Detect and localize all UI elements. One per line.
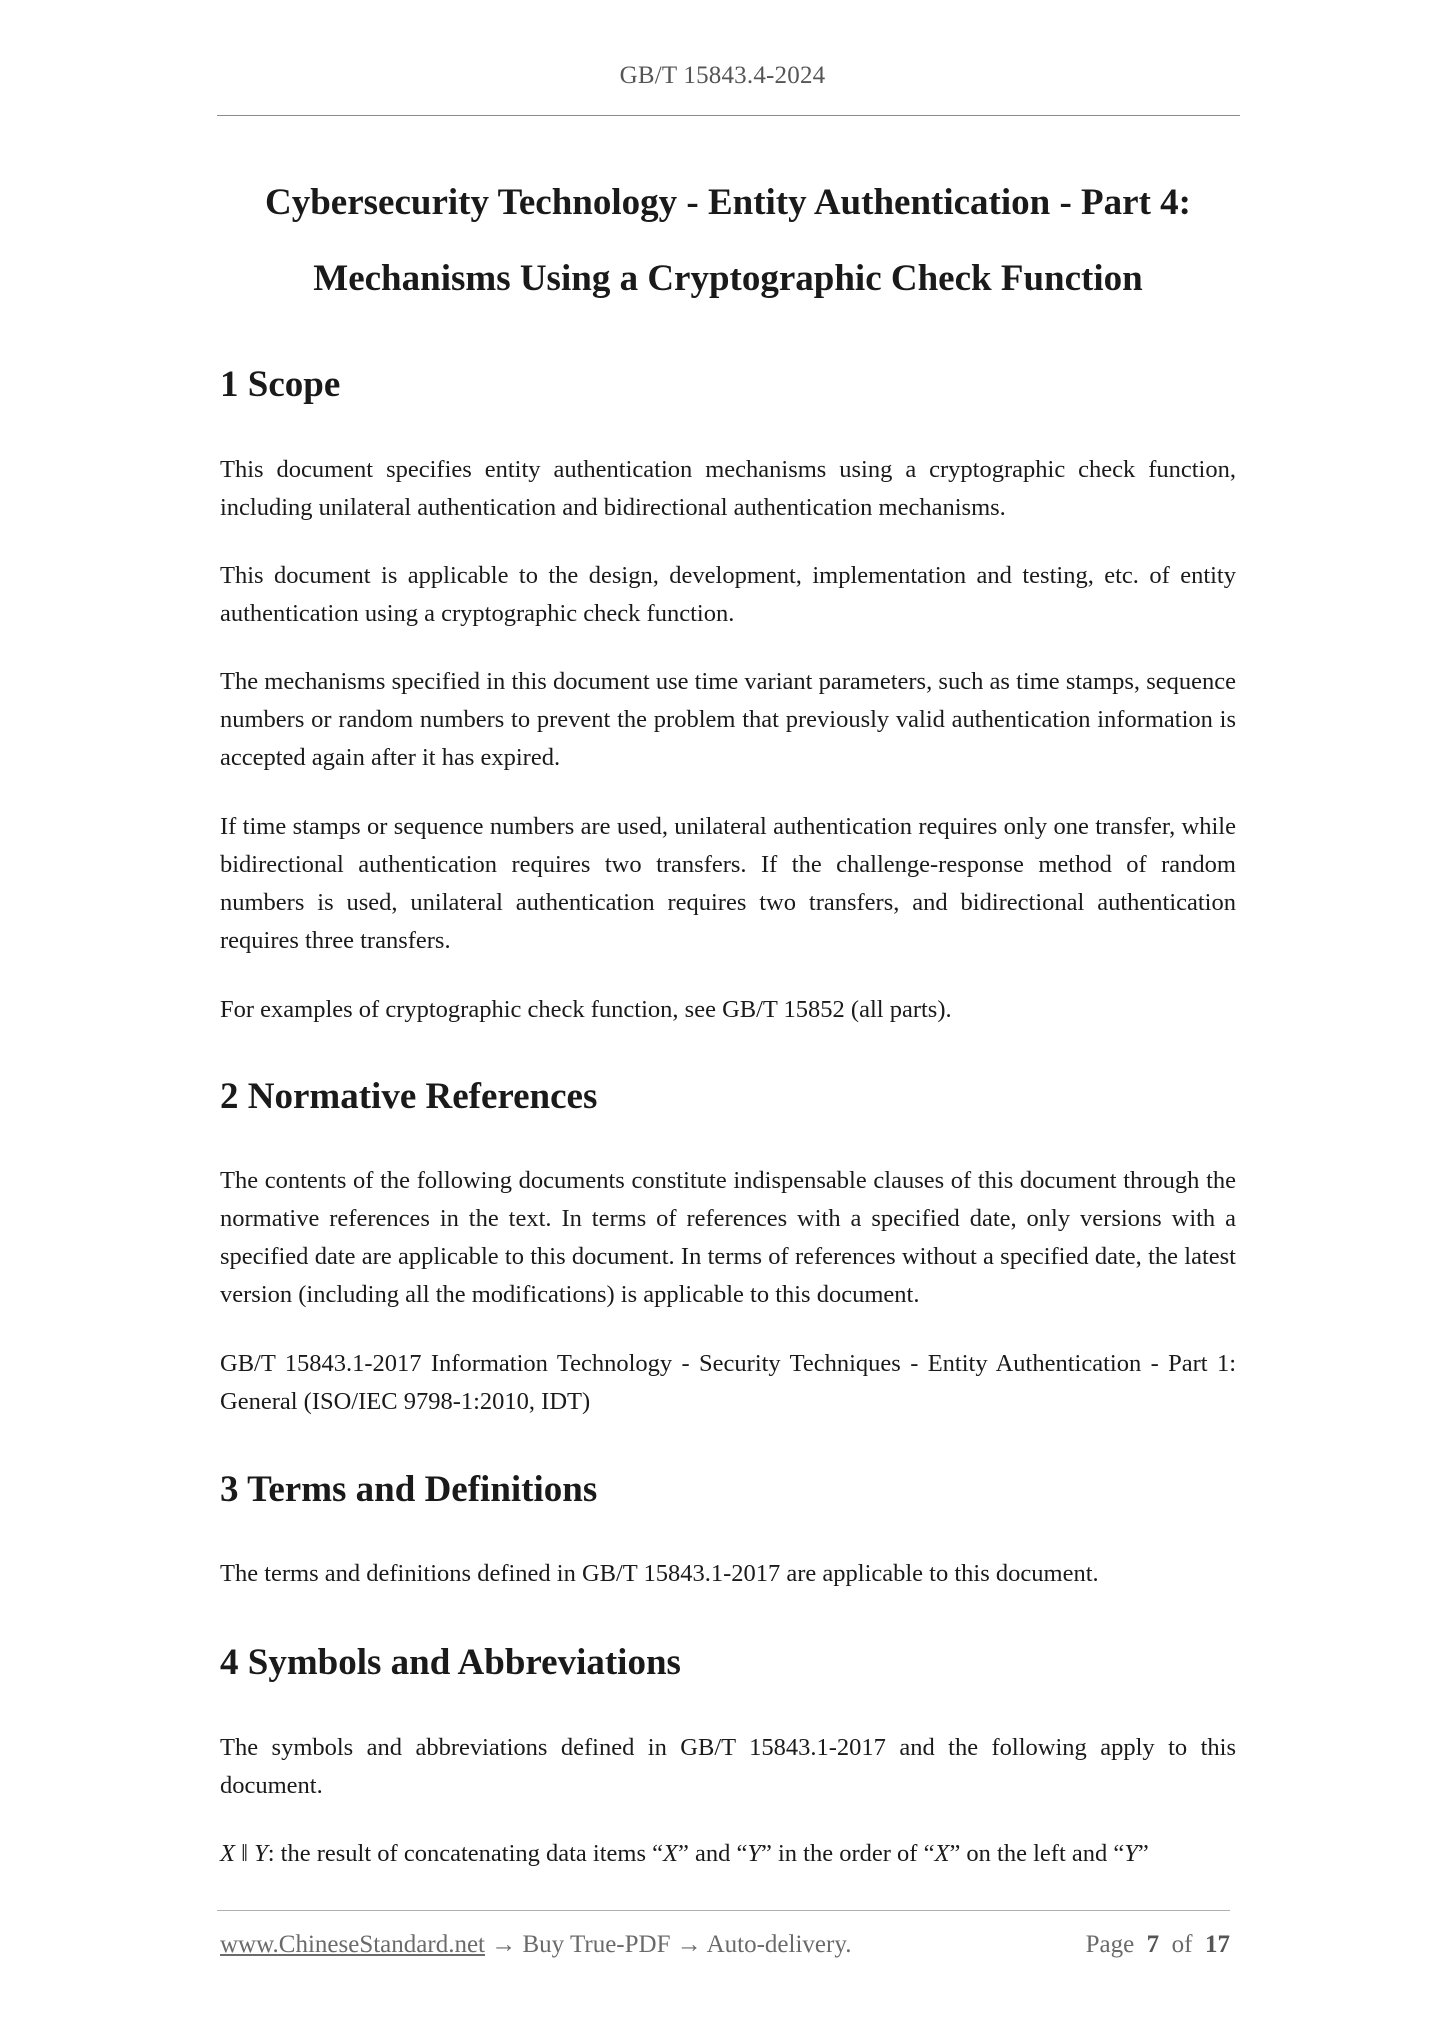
symbol-def-x-2: X	[934, 1840, 950, 1867]
section-heading-symbols-abbreviations: 4 Symbols and Abbreviations	[220, 1642, 681, 1683]
symbol-definition-concatenation	[220, 1835, 1236, 1873]
scope-paragraph-3: The mechanisms specified in this document use time variant parameters, such as time stamps, sequence numbers or random numbers to prevent the problem that previously valid authentication information is accepted again after it has expired.	[220, 668, 1236, 771]
symbols-paragraph-1: The symbols and abbreviations defined in GB/T 15843.1-2017 and the following apply to this document.	[220, 1734, 1236, 1799]
symbol-x: X	[220, 1840, 235, 1867]
symbol-def-text-2: ” and “	[677, 1840, 748, 1867]
section-heading-normative-references: 2 Normative References	[220, 1076, 598, 1117]
total-pages: 17	[1205, 1931, 1230, 1958]
footer-promo	[220, 1931, 851, 1959]
footer-tagline: → Buy True-PDF → Auto-delivery.	[485, 1931, 852, 1958]
document-title-line-1: Cybersecurity Technology - Entity Authentication - Part 4:	[265, 182, 1191, 223]
symbol-concat-operator: ‖	[234, 1840, 255, 1867]
symbol-def-text-3: ” in the order of “	[761, 1840, 935, 1867]
page-indicator	[1086, 1931, 1230, 1959]
symbol-y: Y	[254, 1840, 268, 1867]
symbol-def-text-4: ” on the left and “	[949, 1840, 1125, 1867]
normative-reference-entry: GB/T 15843.1-2017 Information Technology - Security Techniques - Entity Authentication - Part 1: General (ISO/IEC 9798-1:2010, IDT)	[220, 1350, 1236, 1415]
page-header-standard-code: GB/T 15843.4-2024	[619, 62, 826, 89]
header-divider	[217, 115, 1240, 116]
symbol-def-x-1: X	[663, 1840, 678, 1867]
document-title-line-2: Mechanisms Using a Cryptographic Check Function	[313, 258, 1143, 299]
scope-paragraph-1: This document specifies entity authentication mechanisms using a cryptographic check function, including unilateral authentication and bidirectional authentication mechanisms.	[220, 456, 1236, 521]
page-label: Page	[1085, 1931, 1135, 1958]
scope-paragraph-4: If time stamps or sequence numbers are used, unilateral authentication requires only one transfer, while bidirectional authentication requires two transfers. If the challenge-response method of random numbers is used, unilateral authentication requires two transfers, and bidirectional authentication requires three transfers.	[220, 813, 1236, 954]
website-link[interactable]: www.ChineseStandard.net	[220, 1931, 485, 1958]
symbol-def-y-1: Y	[747, 1840, 761, 1867]
of-label: of	[1171, 1931, 1193, 1958]
section-heading-scope: 1 Scope	[220, 364, 341, 405]
terms-paragraph-1: The terms and definitions defined in GB/T 15843.1-2017 are applicable to this document.	[220, 1560, 1099, 1587]
scope-paragraph-2: This document is applicable to the design, development, implementation and testing, etc. of entity authentication using a cryptographic check function.	[220, 562, 1236, 627]
symbol-def-text-1: : the result of concatenating data items “	[267, 1840, 664, 1867]
symbol-def-text-5: ”	[1137, 1840, 1149, 1867]
footer-divider	[217, 1910, 1230, 1911]
current-page-number: 7	[1146, 1931, 1160, 1958]
symbol-def-y-2: Y	[1124, 1840, 1138, 1867]
section-heading-terms-definitions: 3 Terms and Definitions	[220, 1469, 598, 1510]
normative-references-paragraph-1: The contents of the following documents constitute indispensable clauses of this document through the normative references in the text. In terms of references with a specified date, only versions with a specified date are applicable to this document. In terms of references without a specified date, the latest version (including all the modifications) is applicable to this document.	[220, 1167, 1236, 1308]
scope-paragraph-5: For examples of cryptographic check function, see GB/T 15852 (all parts).	[220, 996, 952, 1023]
